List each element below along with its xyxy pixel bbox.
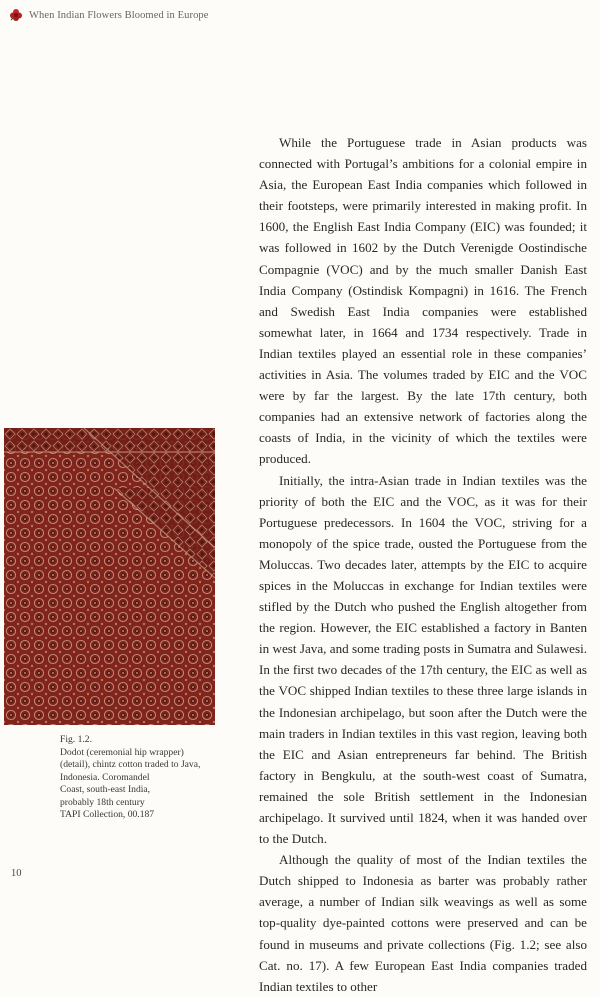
red-flower-icon bbox=[9, 8, 23, 22]
header-title: When Indian Flowers Bloomed in Europe bbox=[29, 9, 209, 21]
caption-line: Fig. 1.2. bbox=[60, 734, 92, 745]
caption-line: Coast, south-east India, bbox=[60, 784, 151, 795]
paragraph-1: While the Portuguese trade in Asian products was connected with Portugal’s ambitions for a colonial empire in Asia, the European East India companies which followed in their footsteps, were primarily interested in making profit. In 1600, the English East India Company (EIC) was founded; it was followed in 1602 by the Dutch Verenigde Oostindische Compagnie (VOC) and by the much smaller Danish East India Company (Ostindisk Kompagni) in 1616. The French and Swedish East India companies were established somewhat later, in 1664 and 1734 respectively. Trade in Indian textiles played an essential role in these companies’ activities in Asia. The volumes traded by EIC and the VOC were by far the largest. By the late 17th century, both companies had an extensive network of factories along the coasts of India, in the vicinity of which the textiles were produced. bbox=[259, 135, 587, 467]
caption-line: probably 18th century bbox=[60, 796, 145, 808]
page-number: 10 bbox=[11, 868, 22, 879]
caption-line: TAPI Collection, 00.187 bbox=[60, 809, 155, 820]
body-text bbox=[259, 132, 587, 997]
red-chintz-textile-image bbox=[4, 428, 215, 725]
caption-line: Dodot (ceremonial hip wrapper) bbox=[60, 746, 184, 758]
caption-line: (detail), chintz cotton traded to Java, bbox=[60, 759, 201, 770]
paragraph-2: Initially, the intra-Asian trade in Indian textiles was the priority of both the EIC and the VOC, as it was for their Portuguese predecessors. In 1604 the VOC, striving for a monopoly of the spice trade, ousted the Portuguese from the Moluccas. Two decades later, attempts by the EIC to acquire spices in the Moluccas in exchange for Indian textiles were stifled by the Dutch who pushed the English altogether from the region. However, the EIC established a factory in Banten in west Java, and some trading posts in Sumatra and Sulawesi. In the first two decades of the 17th century, the EIC as well as the VOC shipped Indian textiles to these three large islands in the Indonesian archipelago, but soon after the Dutch were the main traders in Indian textiles in this vast region, leaving both the EIC and Asian entrepreneurs far behind. The British factory in Bengkulu, at the south-west coast of Sumatra, remained the sole British settlement in the Indonesian archipelago. It survived until 1824, when it was handed over to the Dutch. bbox=[259, 472, 587, 847]
figure-caption bbox=[60, 734, 220, 822]
caption-line: Indonesia. Coromandel bbox=[60, 771, 150, 783]
running-header bbox=[9, 8, 209, 22]
paragraph-3: Although the quality of most of the Indian textiles the Dutch shipped to Indonesia as barter was probably rather average, a number of Indian silk weavings as well as some top-quality dye-painted cottons were preserved and can be found in museums and private collections (Fig. 1.2; see also Cat. no. 17). A few European East India companies traded Indian textiles to other bbox=[259, 852, 587, 994]
